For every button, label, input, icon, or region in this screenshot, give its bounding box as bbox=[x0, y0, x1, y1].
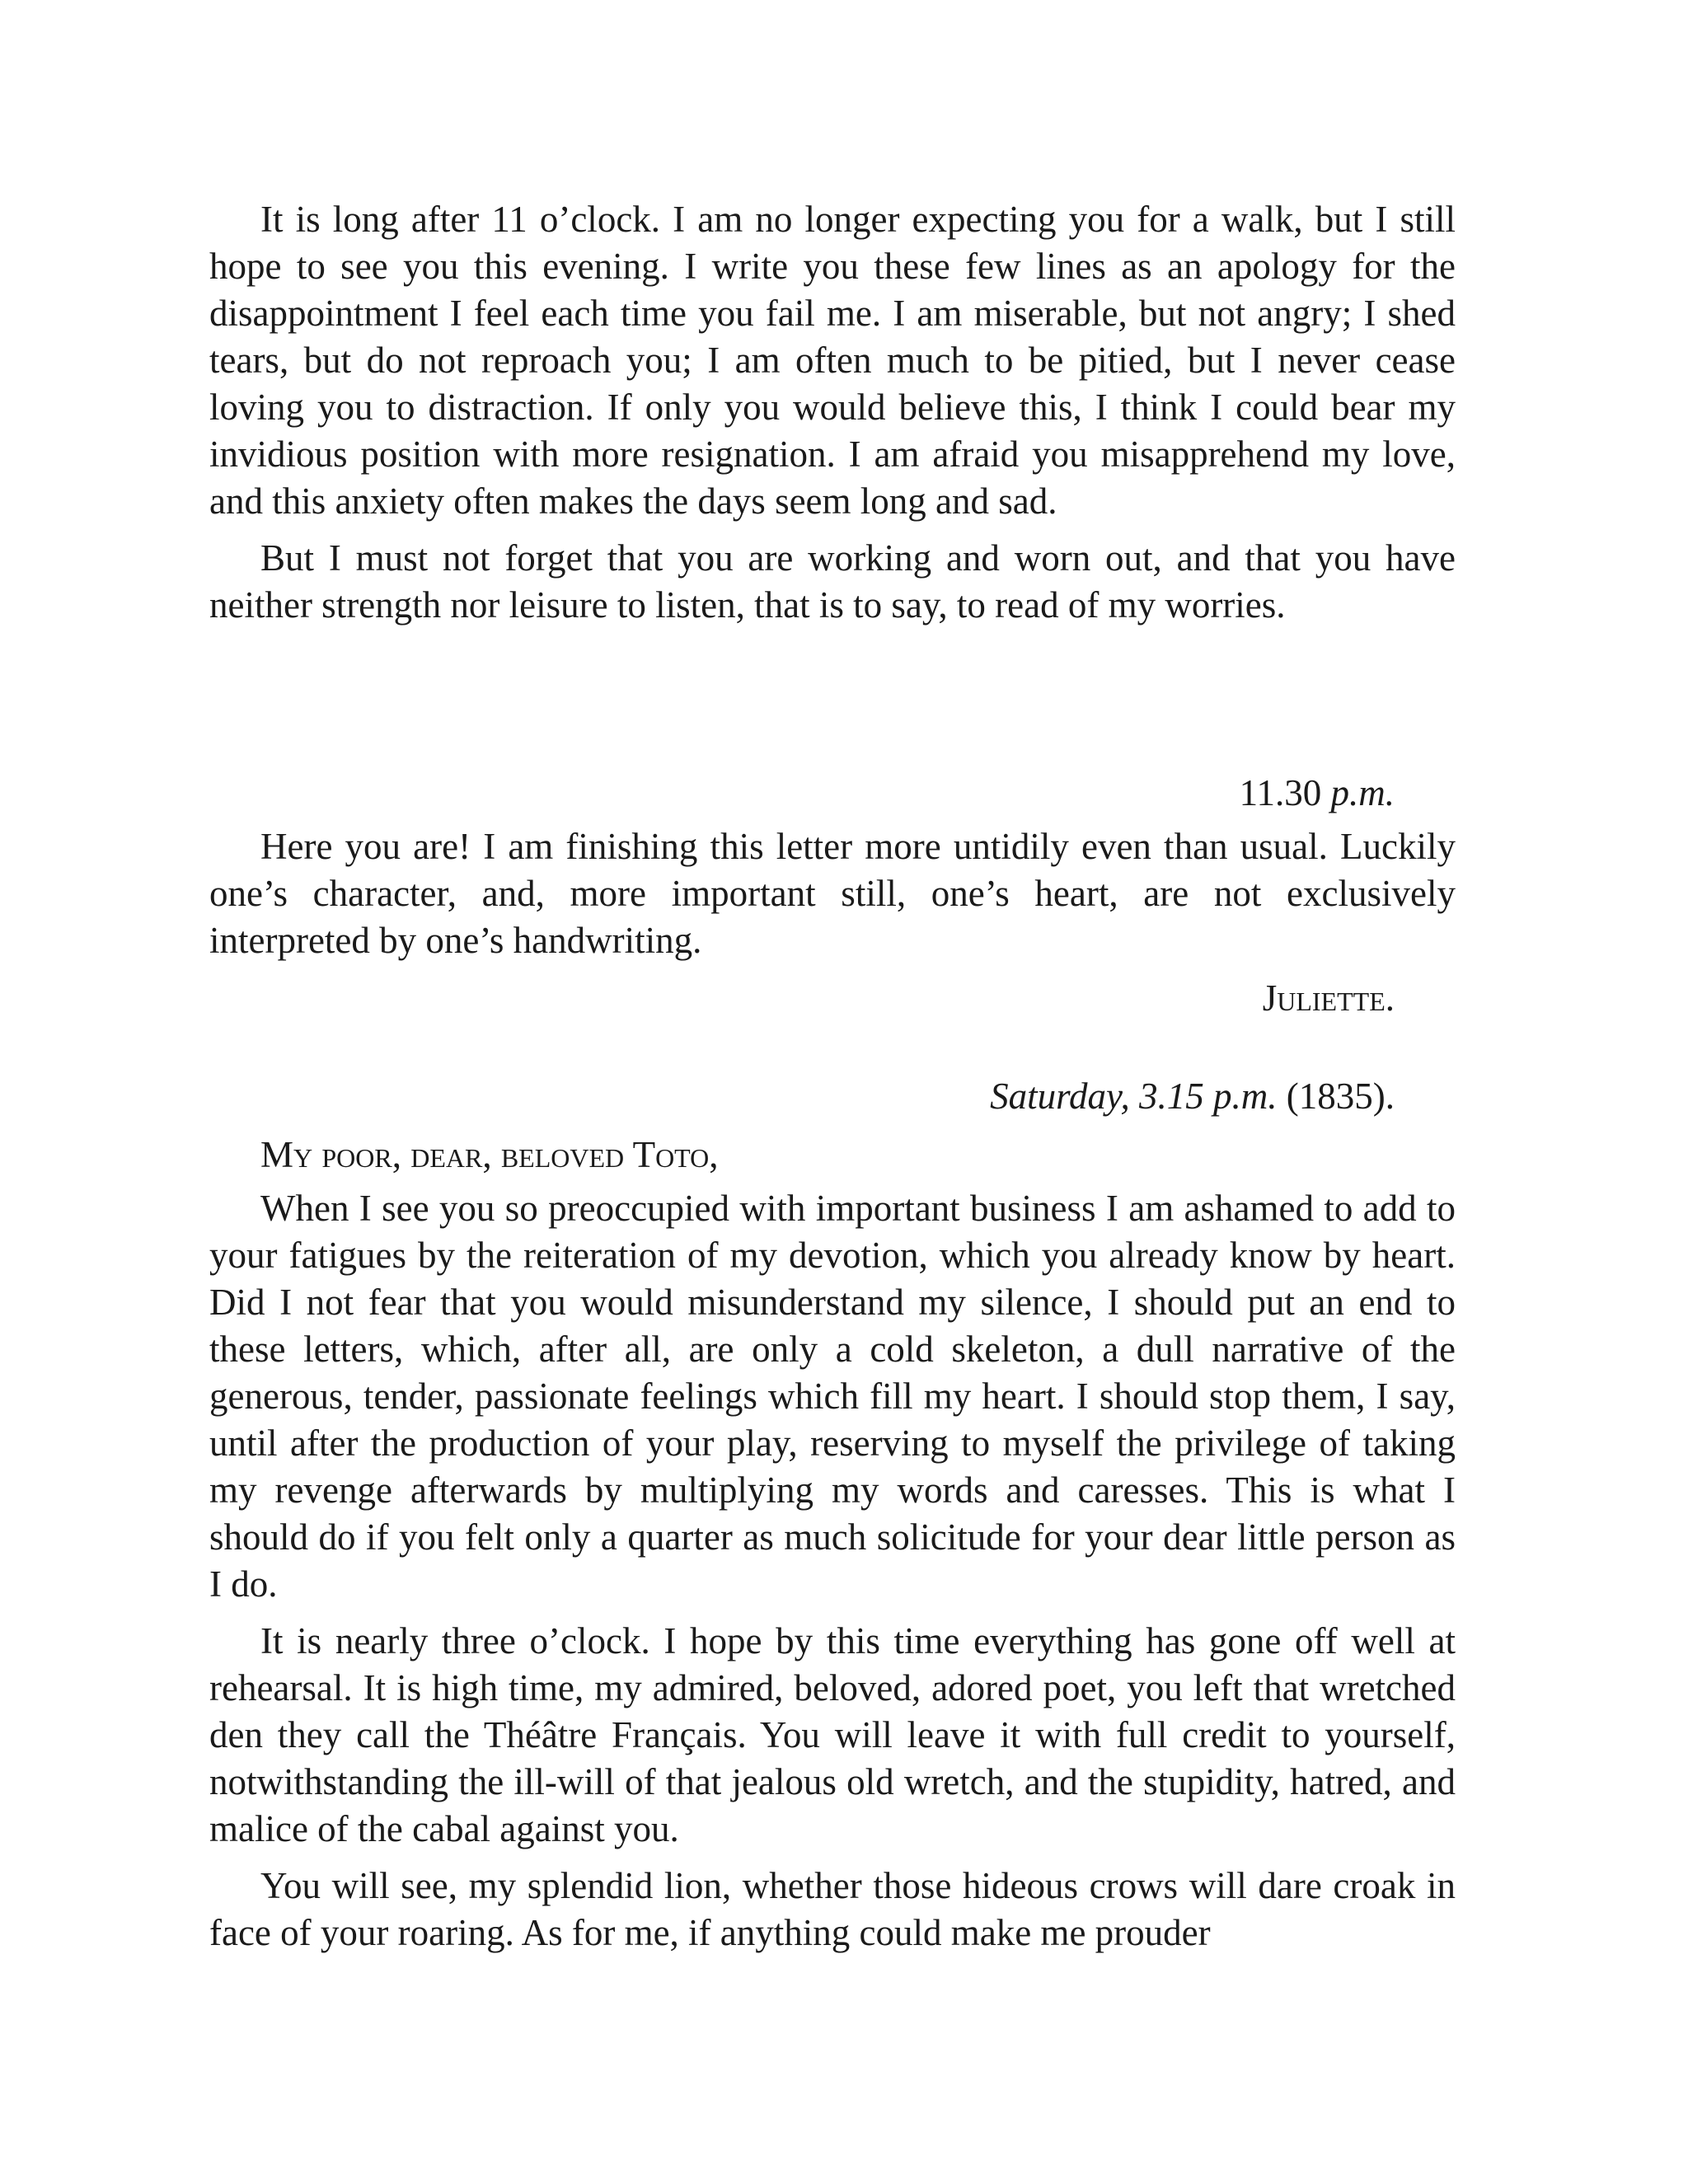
letter-1-postscript bbox=[209, 823, 1456, 964]
signature: Juliette. bbox=[1262, 977, 1395, 1019]
letter-2-date bbox=[990, 1073, 1395, 1120]
letter-1-paragraph: It is long after 11 o’clock. I am no longer expecting you for a walk, but I still hope to see you this evening. I write you these few lines as an apology for the disappointment I feel each time you fail me. I am miserable, but not angry; I shed tears, but do not reproach you; I am often much to be pitied, but I never cease loving you to distraction. If only you would believe this, I think I could bear my invidious position with more resignation. I am afraid you misapprehend my love, and this anxiety often makes the days seem long and sad. bbox=[209, 199, 1456, 522]
postscript-time-suffix: p.m. bbox=[1330, 772, 1395, 813]
letter-2-paragraph: You will see, my splendid lion, whether those hideous crows will dare croak in face of your roaring. As for me, if anything could make me prouder bbox=[209, 1865, 1456, 1953]
salutation: My poor, dear, beloved Toto, bbox=[260, 1134, 719, 1175]
letter-2-date-year: (1835). bbox=[1286, 1076, 1395, 1117]
letter-2-paragraph: It is nearly three o’clock. I hope by this time everything has gone off well at rehearsal. It is high time, my admired, beloved, adored poet, you left that wretched den they call the Théâtre Français. You will leave it with full credit to yourself, notwithstanding the ill-will of that jealous old wretch, and the stupidity, hatred, and malice of the cabal against you. bbox=[209, 1620, 1456, 1849]
postscript-paragraph: Here you are! I am finishing this letter more untidily even than usual. Luckily one’s character, and, more important still, one’s heart, are not exclusively interpreted by one’s handwriting. bbox=[209, 826, 1456, 961]
postscript-time bbox=[1240, 770, 1395, 817]
letter-2-body bbox=[209, 1132, 1456, 1957]
letter-2-date-day: Saturday, 3.15 p.m. bbox=[990, 1076, 1278, 1117]
letter-2-paragraph: When I see you so preoccupied with important business I am ashamed to add to your fatigues by the reiteration of my devotion, which you already know by heart. Did I not fear that you would misunderstand my silence, I should put an end to these letters, which, after all, are only a cold skeleton, a dull narrative of the generous, tender, passionate feelings which fill my heart. I should stop them, I say, until after the production of your play, reserving to myself the privilege of taking my revenge afterwards by multiplying my words and caresses. This is what I should do if you felt only a quarter as much solicitude for your dear little person as I do. bbox=[209, 1188, 1456, 1605]
postscript-time-number: 11.30 bbox=[1239, 772, 1322, 813]
letter-1-body bbox=[209, 196, 1456, 629]
letter-1-paragraph: But I must not forget that you are working and worn out, and that you have neither strength nor leisure to listen, that is to say, to read of my worries. bbox=[209, 537, 1456, 626]
